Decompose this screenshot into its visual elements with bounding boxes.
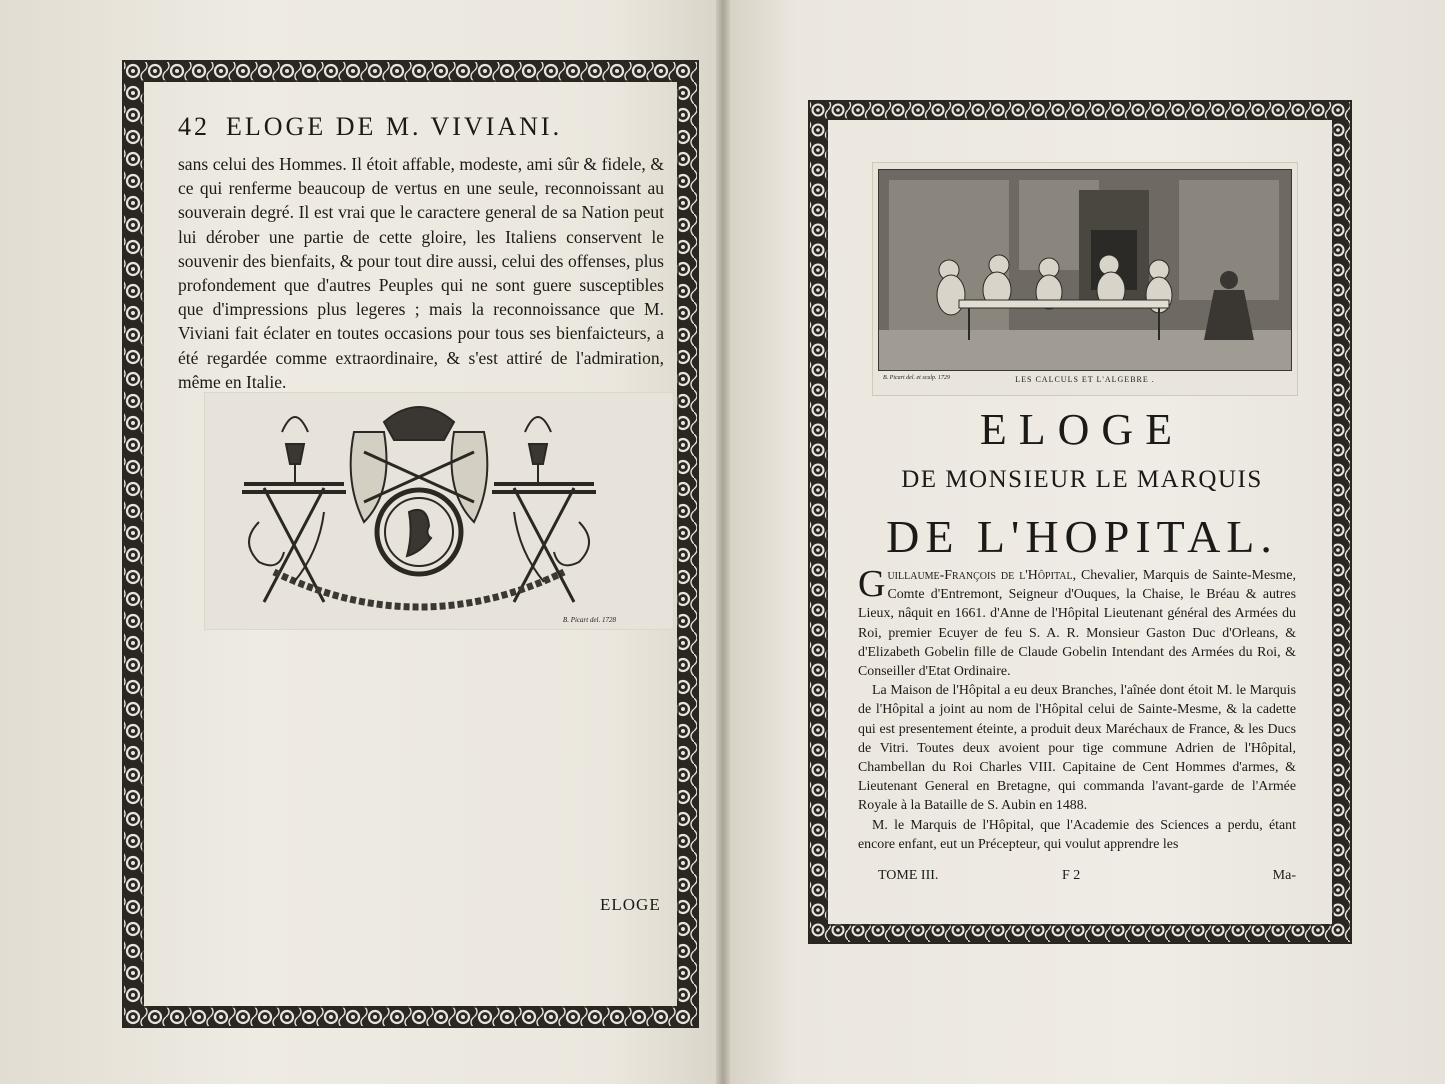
page-number: 42: [178, 112, 210, 141]
running-head-title: ELOGE DE M. VIVIANI.: [226, 112, 563, 141]
signature-mark: F 2: [1062, 868, 1081, 883]
engraved-plate: [872, 162, 1298, 396]
paragraph-3: M. le Marquis de l'Hôpital, que l'Academie des Sciences a perdu, étant encore enfant, eut un Précepteur, qui voulut apprendre les: [858, 817, 1296, 852]
garland-vignette-icon: [204, 392, 674, 630]
title-subject: DE MONSIEUR LE MARQUIS: [901, 466, 1263, 493]
catchword: ELOGE: [600, 895, 661, 914]
plate-caption: LES CALCULS ET L'ALGEBRE .: [1015, 375, 1155, 384]
paragraph-1: [858, 563, 1296, 681]
running-head: [178, 112, 562, 142]
garland-vignette: [204, 392, 674, 630]
catchword-right: Ma-: [1272, 868, 1296, 883]
volume-label: TOME III.: [878, 868, 939, 883]
book-gutter: [716, 0, 730, 1084]
left-paragraph: sans celui des Hommes. Il étoit affable, modeste, ami sûr & fidele, & ce qui renferme beaucoup de vertus en une seule, reconnoissant au souverain degré. Il est vrai que le caractere general de sa Nation peut lui dérober une partie de cette gloire, les Italiens conservent le souvenir des bienfaits, & pour tout dire aussi, celui des offenses, plus profondement que d'autres Peuples qui ne sont guere susceptibles que d'impressions plus legeres ; mais la reconnoissance que M. Viviani fait éclater en toutes occasions pour tous ses bienfaicteurs, a été regardée comme extraordinaire, & s'est attiré de l'admiration, même en Italie.: [178, 154, 664, 392]
plate-credit: B. Picart del. et sculp. 1729: [883, 375, 950, 381]
subject-name: uillaume-François de l'Hôpital,: [887, 568, 1077, 583]
title-name: DE L'HOPITAL.: [886, 511, 1278, 562]
paragraph-1-text: Chevalier, Marquis de Sainte-Mesme, Comte d'Entremont, Seigneur d'Ouques, la Chaise, le Bréau & autres Lieux, nâquit en 1661. d'Anne de l'Hôpital Lieutenant général des Armées du Roi, premier Ecuyer de feu S. A. R. Monsieur Gaston Duc d'Orleans, & d'Elizabeth Gobelin fille de Claude Gobelin Intendant des Armées du Roi, & Conseiller d'Etat Ordinaire.: [858, 568, 1296, 680]
paragraph-2: La Maison de l'Hôpital a eu deux Branches, l'aînée dont étoit M. le Marquis de l'Hôpital a joint au nom de l'Hôpital celui de Sainte-Mesme, & la cadette qui est presentement éteinte, a produit deux Maréchaux de France, & les Ducs de Vitri. Toutes deux avoient pour tige commune Adrien de l'Hôpital, Chambellan du Roi Charles VIII. Capitaine de Cent Hommes d'armes, & Lieutenant General en Bretagne, qui commanda l'avant-garde de l'Armée Royale à la Bataille de S. Aubin en 1488.: [858, 683, 1296, 814]
engraved-plate-icon: [878, 169, 1292, 371]
right-text-block: [858, 563, 1296, 854]
drop-cap: G: [858, 563, 886, 605]
left-text-block: [178, 152, 664, 394]
vignette-credit: B. Picart del. 1728: [562, 616, 616, 624]
title-eloge: ELOGE: [979, 405, 1185, 454]
